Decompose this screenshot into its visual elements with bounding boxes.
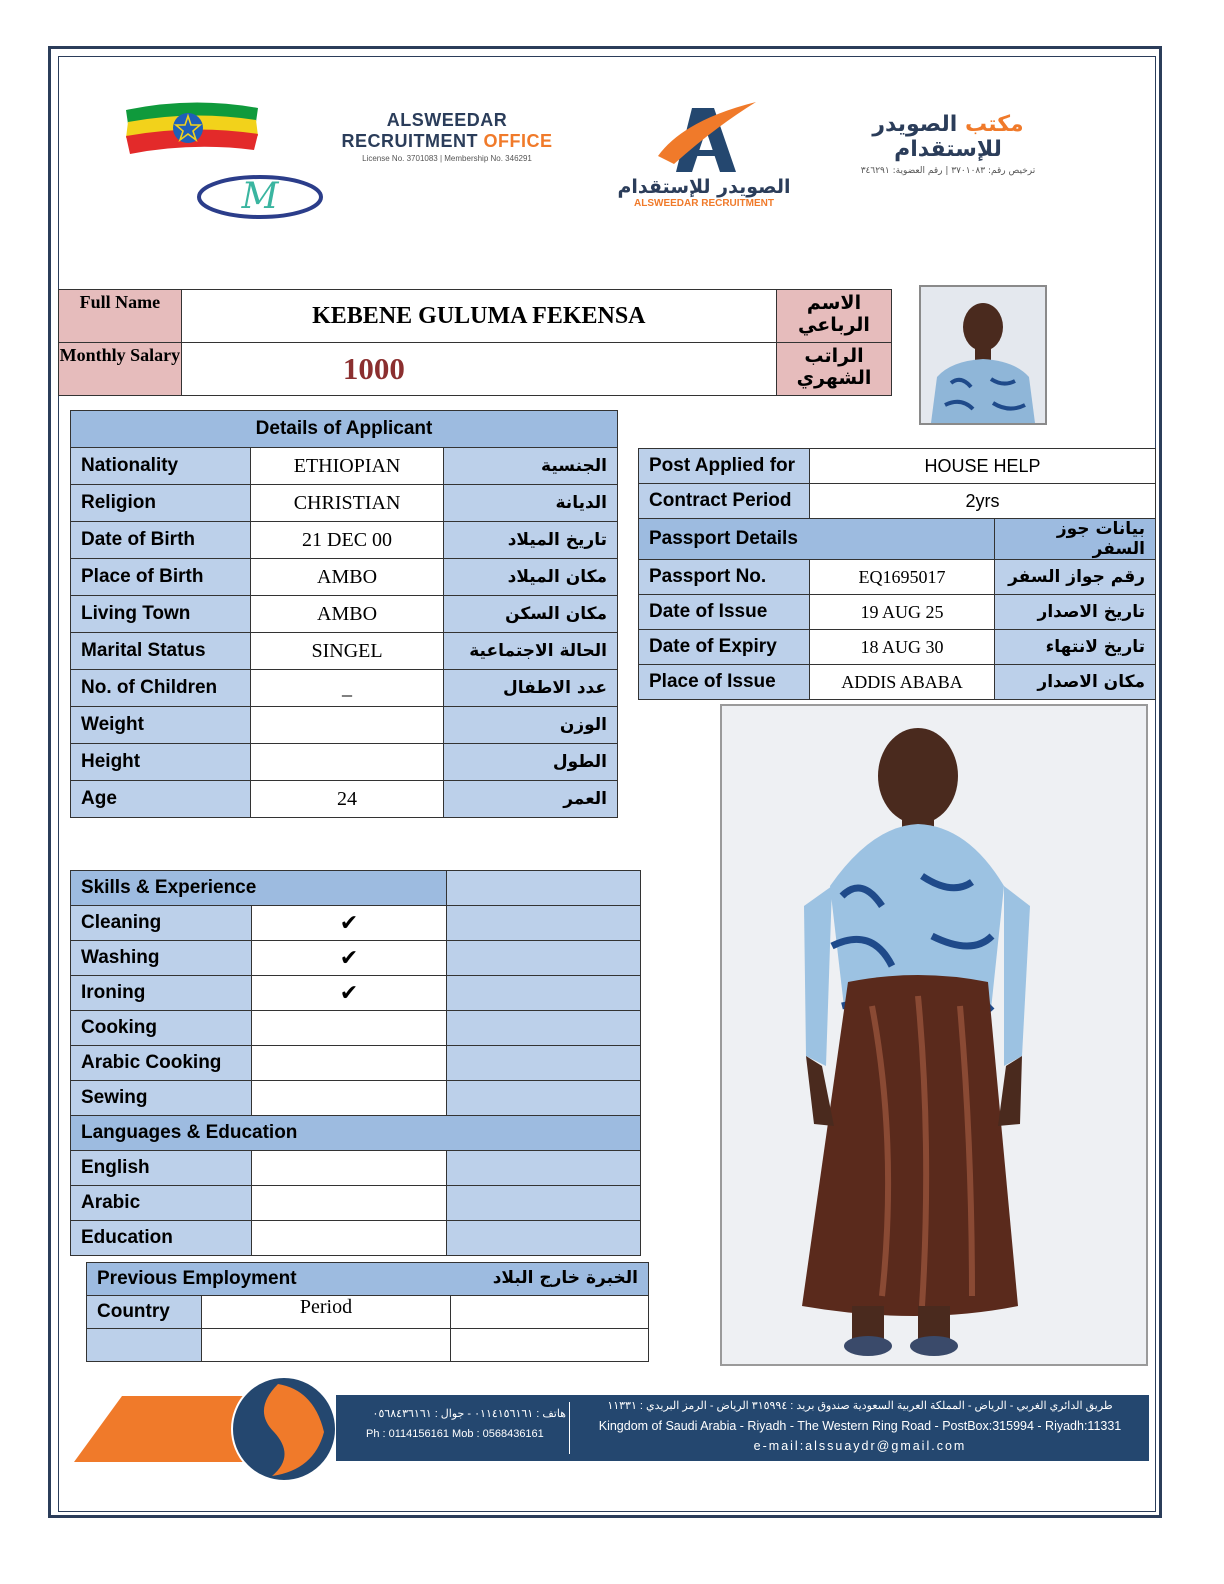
m-logo bbox=[196, 172, 324, 222]
footer-phone bbox=[366, 1404, 566, 1444]
details-label: Date of Birth bbox=[71, 522, 251, 559]
skills-table bbox=[70, 870, 641, 1256]
office-title-ar: مكتب الصويدر للإستقدام bbox=[872, 112, 1024, 162]
full-name-label-ar: الاسم الرباعي bbox=[776, 290, 891, 343]
details-row bbox=[71, 596, 618, 633]
skill-row bbox=[71, 976, 641, 1011]
language-value bbox=[252, 1221, 447, 1256]
passport-label: Place of Issue bbox=[639, 665, 810, 700]
passport-value: ADDIS ABABA bbox=[810, 665, 995, 700]
details-label-ar: تاريخ الميلاد bbox=[444, 522, 618, 559]
details-value bbox=[250, 744, 444, 781]
applicant-photo-small bbox=[919, 285, 1047, 425]
passport-value: 18 AUG 30 bbox=[810, 630, 995, 665]
logo-arabic-text: الصويدر للإستقدام bbox=[617, 176, 791, 198]
post-passport-table bbox=[638, 448, 1156, 700]
details-row bbox=[71, 559, 618, 596]
previous-employment-table bbox=[86, 1262, 649, 1362]
skill-label: Cooking bbox=[71, 1011, 252, 1046]
passport-row bbox=[639, 595, 1156, 630]
passport-header: Passport Details bbox=[639, 519, 995, 560]
passport-label-ar: مكان الاصدار bbox=[995, 665, 1156, 700]
name-salary-table bbox=[58, 289, 892, 396]
language-label: English bbox=[71, 1151, 252, 1186]
country-label: Country bbox=[87, 1296, 202, 1329]
details-label: Age bbox=[71, 781, 251, 818]
details-label-ar: الديانة bbox=[444, 485, 618, 522]
passport-label-ar: تاريخ لانتهاء bbox=[995, 630, 1156, 665]
details-row bbox=[71, 744, 618, 781]
details-label-ar: مكان السكن bbox=[444, 596, 618, 633]
passport-label: Passport No. bbox=[639, 560, 810, 595]
details-row bbox=[71, 670, 618, 707]
details-label: Height bbox=[71, 744, 251, 781]
details-value: 21 DEC 00 bbox=[250, 522, 444, 559]
details-label: Place of Birth bbox=[71, 559, 251, 596]
details-row bbox=[71, 781, 618, 818]
contract-value: 2yrs bbox=[810, 484, 1156, 519]
a-letter-icon bbox=[644, 100, 764, 176]
details-label-ar: عدد الاطفال bbox=[444, 670, 618, 707]
checkmark-icon: ✔ bbox=[252, 906, 447, 941]
full-name-row bbox=[59, 290, 892, 343]
skill-label: Cleaning bbox=[71, 906, 252, 941]
full-name-value: KEBENE GULUMA FEKENSA bbox=[181, 290, 776, 343]
details-table bbox=[70, 410, 618, 818]
language-row bbox=[71, 1151, 641, 1186]
details-label-ar: الحالة الاجتماعية bbox=[444, 633, 618, 670]
details-row bbox=[71, 485, 618, 522]
details-label: No. of Children bbox=[71, 670, 251, 707]
passport-label-ar: تاريخ الاصدار bbox=[995, 595, 1156, 630]
details-label: Nationality bbox=[71, 448, 251, 485]
salary-label-ar: الراتب الشهري bbox=[776, 343, 891, 396]
skill-value bbox=[252, 1081, 447, 1116]
language-value bbox=[252, 1186, 447, 1221]
details-row bbox=[71, 633, 618, 670]
skill-row bbox=[71, 1011, 641, 1046]
passport-label: Date of Issue bbox=[639, 595, 810, 630]
applicant-photo-full bbox=[720, 704, 1148, 1366]
details-value: ETHIOPIAN bbox=[250, 448, 444, 485]
languages-title: Languages & Education bbox=[71, 1116, 641, 1151]
details-row bbox=[71, 448, 618, 485]
footer-phone-en: Ph : 0114156161 Mob : 0568436161 bbox=[366, 1428, 544, 1440]
details-label-ar: الطول bbox=[444, 744, 618, 781]
skill-row bbox=[71, 1046, 641, 1081]
alsweedar-a-logo bbox=[616, 100, 792, 220]
language-value bbox=[252, 1151, 447, 1186]
details-label: Living Town bbox=[71, 596, 251, 633]
details-label: Religion bbox=[71, 485, 251, 522]
passport-value: EQ1695017 bbox=[810, 560, 995, 595]
previous-employment-title-ar: الخبرة خارج البلاد bbox=[492, 1268, 638, 1288]
passport-header-row bbox=[639, 519, 1156, 560]
details-label-ar: مكان الميلاد bbox=[444, 559, 618, 596]
skill-label: Arabic Cooking bbox=[71, 1046, 252, 1081]
passport-value: 19 AUG 25 bbox=[810, 595, 995, 630]
post-label: Post Applied for bbox=[639, 449, 810, 484]
checkmark-icon: ✔ bbox=[252, 941, 447, 976]
footer-address bbox=[580, 1396, 1140, 1456]
footer-address-en: Kingdom of Saudi Arabia - Riyadh - The Western Ring Road - PostBox:315994 - Riyadh:11331 bbox=[598, 1419, 1122, 1433]
details-row bbox=[71, 707, 618, 744]
skills-title: Skills & Experience bbox=[71, 871, 447, 906]
footer-divider bbox=[569, 1402, 570, 1454]
details-label: Marital Status bbox=[71, 633, 251, 670]
post-value: HOUSE HELP bbox=[810, 449, 1156, 484]
language-row bbox=[71, 1186, 641, 1221]
skill-row bbox=[71, 941, 641, 976]
license-line: License No. 3701083 | Membership No. 346291 bbox=[362, 154, 532, 163]
post-row bbox=[639, 449, 1156, 484]
ethiopia-flag-logo bbox=[122, 100, 262, 158]
company-name-line1: ALSWEEDAR bbox=[386, 110, 508, 130]
contract-row bbox=[639, 484, 1156, 519]
footer-email: e-mail:alssuaydr@gmail.com bbox=[753, 1439, 967, 1453]
salary-label: Monthly Salary bbox=[59, 343, 182, 396]
skill-row bbox=[71, 906, 641, 941]
details-label-ar: العمر bbox=[444, 781, 618, 818]
language-label: Arabic bbox=[71, 1186, 252, 1221]
details-label-ar: الوزن bbox=[444, 707, 618, 744]
language-label: Education bbox=[71, 1221, 252, 1256]
skill-label: Washing bbox=[71, 941, 252, 976]
contract-label: Contract Period bbox=[639, 484, 810, 519]
skill-label: Ironing bbox=[71, 976, 252, 1011]
footer-address-ar: طريق الدائري الغربي - الرياض - المملكة العربية السعودية صندوق بريد : ٣١٥٩٩٤ الرياض - الرمز البريدي : ١١٣٣١ bbox=[607, 1400, 1113, 1412]
details-value: SINGEL bbox=[250, 633, 444, 670]
salary-row bbox=[59, 343, 892, 396]
language-row bbox=[71, 1221, 641, 1256]
footer-phone-ar: هاتف : ٠١١٤١٥٦١٦١ - جوال : ٠٥٦٨٤٣٦١٦١ bbox=[372, 1408, 566, 1420]
salary-value: 1000 bbox=[181, 343, 776, 396]
details-value: AMBO bbox=[250, 559, 444, 596]
passport-label-ar: رقم جواز السفر bbox=[995, 560, 1156, 595]
details-label: Weight bbox=[71, 707, 251, 744]
details-value: AMBO bbox=[250, 596, 444, 633]
period-label: Period bbox=[202, 1296, 451, 1329]
office-license-ar: ترخيص رقم: ٣٧٠١٠٨٣ | رقم العضوية: ٣٤٦٢٩١ bbox=[860, 166, 1036, 176]
svg-text:M: M bbox=[241, 176, 279, 217]
skill-row bbox=[71, 1081, 641, 1116]
company-logo-en bbox=[334, 110, 560, 180]
passport-label: Date of Expiry bbox=[639, 630, 810, 665]
details-row bbox=[71, 522, 618, 559]
checkmark-icon: ✔ bbox=[252, 976, 447, 1011]
full-name-label: Full Name bbox=[59, 290, 182, 343]
passport-row bbox=[639, 630, 1156, 665]
skill-label: Sewing bbox=[71, 1081, 252, 1116]
skill-value bbox=[252, 1011, 447, 1046]
details-title: Details of Applicant bbox=[71, 411, 618, 448]
passport-row bbox=[639, 665, 1156, 700]
details-value: _ bbox=[250, 670, 444, 707]
passport-header-ar: بيانات جوز السفر bbox=[995, 519, 1156, 560]
previous-employment-title: Previous Employment الخبرة خارج البلاد bbox=[87, 1263, 649, 1296]
employment-header-row bbox=[87, 1296, 649, 1329]
office-name-ar bbox=[822, 112, 1074, 176]
skill-value bbox=[252, 1046, 447, 1081]
details-value bbox=[250, 707, 444, 744]
details-label-ar: الجنسية bbox=[444, 448, 618, 485]
employment-row bbox=[87, 1329, 649, 1362]
footer-logo-graphic bbox=[74, 1376, 344, 1486]
company-name-line2: RECRUITMENT OFFICE bbox=[341, 131, 553, 151]
logo-english-text: ALSWEEDAR RECRUITMENT bbox=[634, 198, 774, 209]
details-value: CHRISTIAN bbox=[250, 485, 444, 522]
passport-row bbox=[639, 560, 1156, 595]
details-value: 24 bbox=[250, 781, 444, 818]
